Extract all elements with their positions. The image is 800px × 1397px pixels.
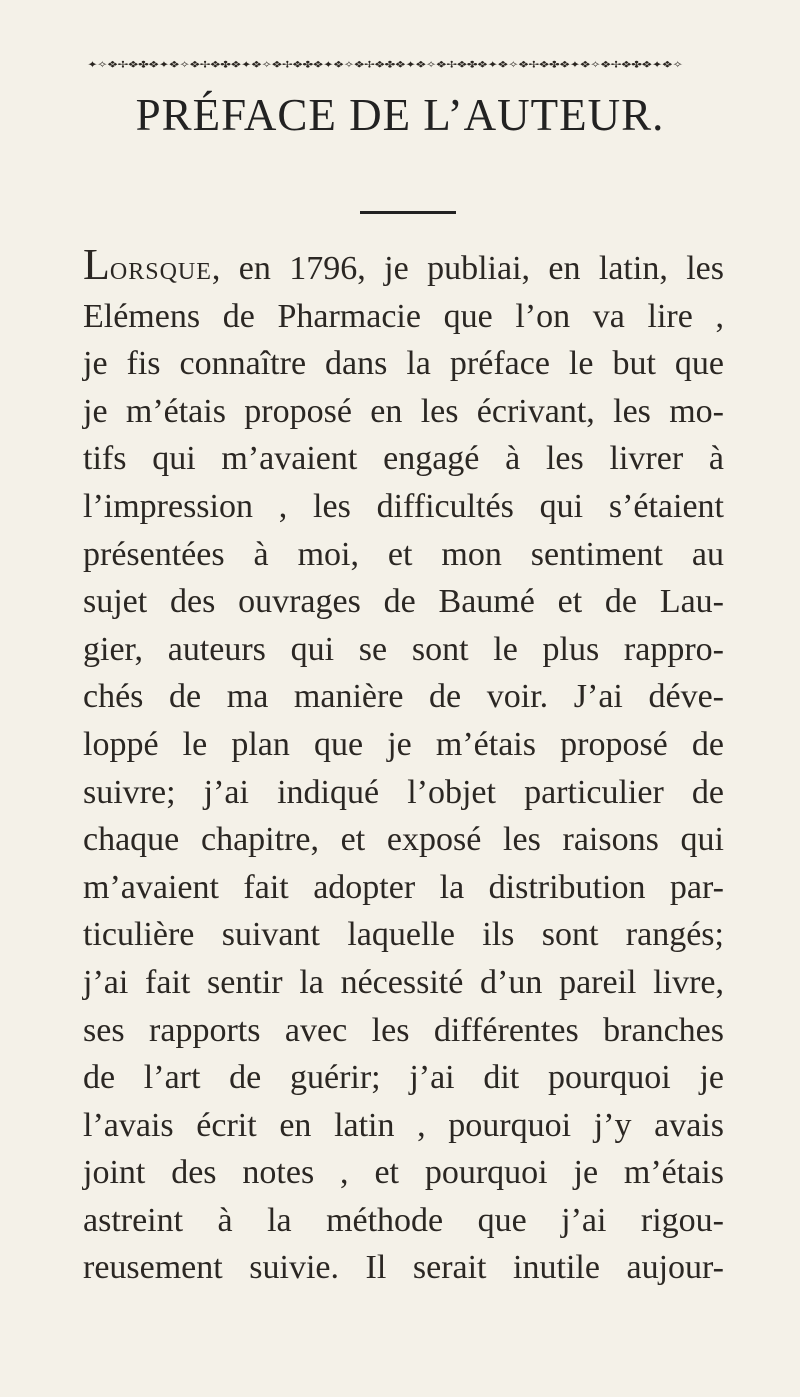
text-line: m’avaient fait adopter la distribution par- <box>83 868 724 906</box>
title-divider <box>360 211 456 214</box>
text-line: Elémens de Pharmacie que l’on va lire , <box>83 297 724 335</box>
text-line: présentées à moi, et mon sentiment au <box>83 535 724 573</box>
text-line-1 <box>83 240 724 293</box>
text-line: reusement suivie. Il serait inutile aujour- <box>83 1249 724 1287</box>
text-line: l’avais écrit en latin , pourquoi j’y avais <box>83 1106 724 1144</box>
text-line: loppé le plan que je m’étais proposé de <box>83 725 724 763</box>
drop-cap: L <box>83 240 110 289</box>
text-line: astreint à la méthode que j’ai rigou- <box>83 1201 724 1239</box>
text-line: sujet des ouvrages de Baumé et de Lau- <box>83 583 724 621</box>
text-line: gier, auteurs qui se sont le plus rappro- <box>83 630 724 668</box>
text-line: j’ai fait sentir la nécessité d’un pareil livre, <box>83 963 724 1001</box>
text-line: de l’art de guérir; j’ai dit pourquoi je <box>83 1059 724 1097</box>
text-line: ses rapports avec les différentes branches <box>83 1011 724 1049</box>
text-line: chaque chapitre, et exposé les raisons qui <box>83 821 724 859</box>
small-caps-word: orsque <box>109 250 212 287</box>
text-line: joint des notes , et pourquoi je m’étais <box>83 1154 724 1192</box>
text-line: suivre; j’ai indiqué l’objet particulier de <box>83 773 724 811</box>
text-line: chés de ma manière de voir. J’ai déve- <box>83 678 724 716</box>
text-line: l’impression , les difficultés qui s’étaient <box>83 487 724 525</box>
text-line: je fis connaître dans la préface le but que <box>83 345 724 383</box>
ornamental-rule: ✦✧❖✢❖✤❖✦❖✧❖✢❖✤❖✦❖✧❖✢❖✤❖✦❖✧❖✢❖✤❖✦❖✧❖✢❖✤❖✦❖✧❖✢❖✤❖✦❖✧❖✢❖✤❖✦❖✧ <box>87 60 683 71</box>
page-title: PRÉFACE DE L’AUTEUR. <box>135 90 665 140</box>
first-line-text: , en 1796, je publiai, en latin, les <box>211 250 724 287</box>
text-line: tifs qui m’avaient engagé à les livrer à <box>83 440 724 478</box>
text-line: ticulière suivant laquelle ils sont rangés; <box>83 916 724 954</box>
preface-paragraph <box>83 240 724 1292</box>
text-line: je m’étais proposé en les écrivant, les mo- <box>83 392 724 430</box>
